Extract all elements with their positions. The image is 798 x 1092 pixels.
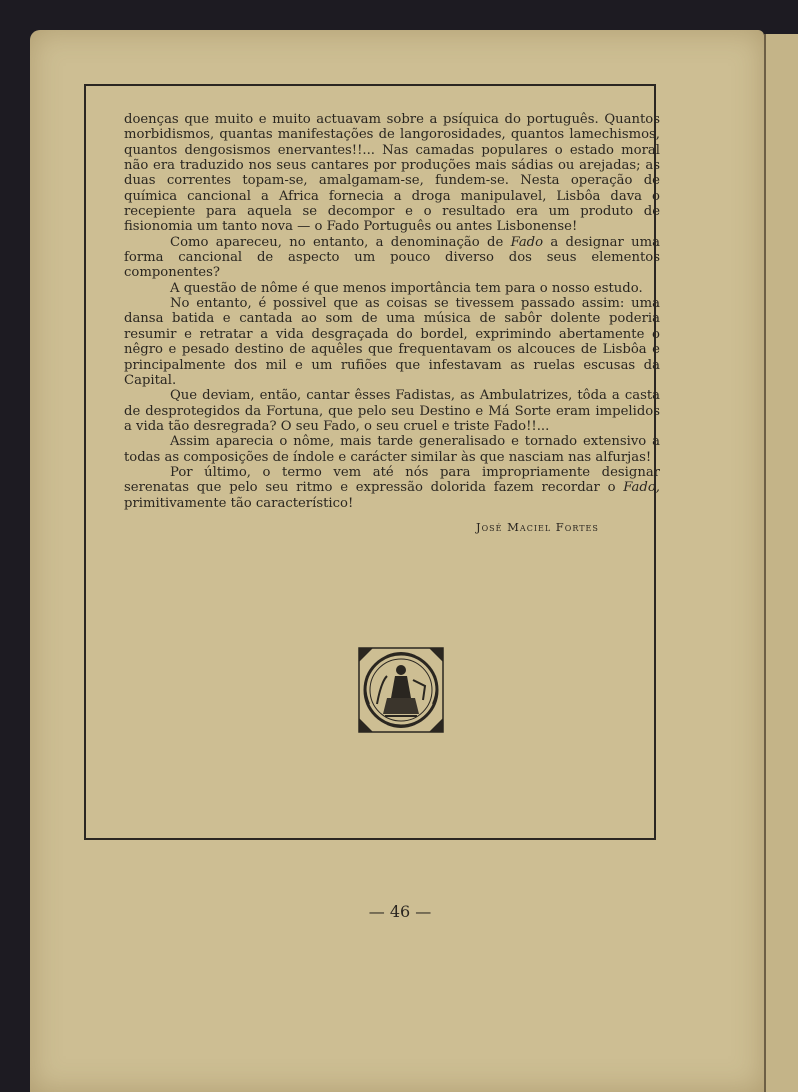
paragraph-3: A questão de nôme é que menos importância tem para o nosso estudo. [170,280,643,296]
body-text [124,112,660,511]
author-signature: José Maciel Fortes [476,520,599,534]
adjacent-page-edge [764,34,798,1092]
paragraph-5: Que deviam, então, cantar êsses Fadistas, as Ambulatrizes, tôda a casta de desprotegidos da Fortuna, que pelo seu Destino e Má Sorte eram impelidos a vida tão desregrada? O seu Fado, o seu cruel e triste Fado!!... [124,388,660,434]
paragraph-2: Como apareceu, no entanto, a denominação de Fado a designar uma forma cancional de aspecto um pouco diverso dos seus elementos componentes? [124,234,660,281]
paragraph-1: doenças que muito e muito actuavam sobre a psíquica do português. Quantos morbidismos, quantas manifestações de langorosidades, quantos lamechismos, quantos dengosismos enervantes!!... Nas camadas populares o estado moral não era traduzido nos seus cantares por produções mais sádias ou arejadas; as duas correntes topam-se, amalgamam-se, fundem-se. Nesta operação de química cancional a Africa fornecia a droga manipulavel, Lisbôa dava o recepiente para aquela se decompor e o resultado era um produto de fisionomia um tanto nova — o Fado Português ou antes Lisbonense! [124,112,660,235]
paragraph-7: Por último, o termo vem até nós para impropriamente designar serenatas que pelo seu ritmo e expressão dolorida fazem recordar o Fado, primitivamente tão característico! [124,464,660,511]
page-number: — 46 — [368,902,432,921]
paragraph-4: No entanto, é possivel que as coisas se tivessem passado assim: uma dansa batida e cantada ao som de uma música de sabôr dolente poderia resumir e retratar a vida desgraçada do bordel, exprimindo abertamente o nêgro e pesado destino de aquêles que frequentavam os alcouces de Lisbôa e principalmente dos mil e um rufiões que infestavam as ruelas escusas da Capital. [124,296,660,388]
paragraph-6: Assim aparecia o nôme, mais tarde generalisado e tornado extensivo a todas as composições de índole e carácter similar às que nasciam nas alfurjas! [124,434,660,465]
vignette-emblem-icon [357,646,445,734]
